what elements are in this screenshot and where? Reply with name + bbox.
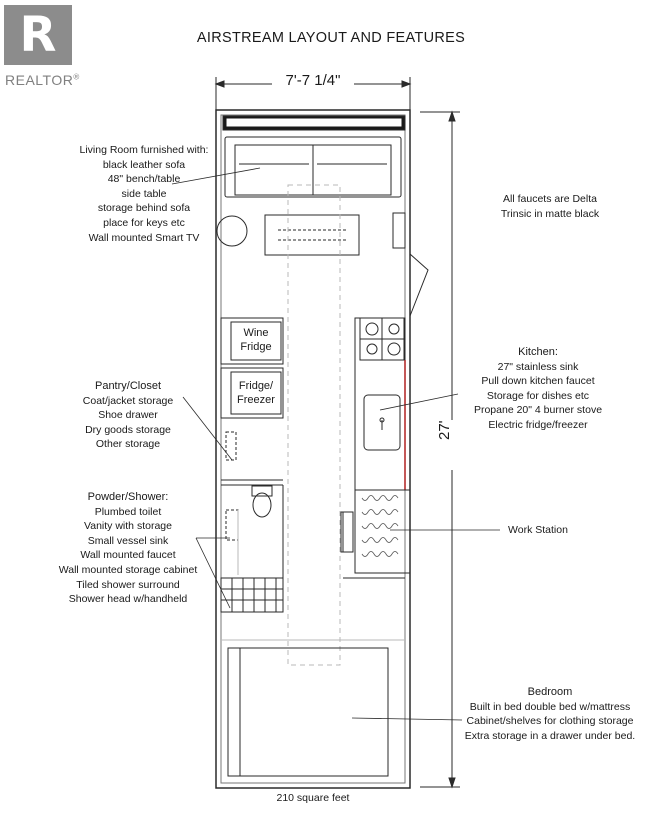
faucets-note: [470, 192, 630, 221]
registered-mark: ®: [73, 72, 80, 82]
note-line: Shoe drawer: [98, 409, 158, 422]
note-line: Storage for dishes etc: [486, 389, 590, 402]
note-line: side table: [121, 187, 167, 200]
note-line: Built in bed double bed w/mattress: [469, 700, 631, 713]
note-line: Pull down kitchen faucet: [481, 375, 595, 388]
powder-heading: Powder/Shower:: [87, 491, 169, 503]
note-line: Wall mounted Smart TV: [88, 231, 200, 244]
stove: [360, 318, 404, 360]
powder-room: [221, 485, 283, 578]
realtor-wordmark-text: REALTOR: [5, 72, 74, 88]
aisle-outline: [288, 185, 340, 665]
work-station-note: Work Station: [508, 524, 568, 536]
note-line: 27" stainless sink: [497, 360, 579, 373]
note-line: Coat/jacket storage: [82, 394, 174, 407]
work-station: [341, 490, 410, 573]
note-line: Propane 20" 4 burner stove: [473, 404, 603, 417]
note-line: Small vessel sink: [87, 534, 169, 547]
kitchen-heading: Kitchen:: [518, 346, 558, 358]
square-footage: 210 square feet: [276, 792, 350, 804]
exterior-wall: [216, 110, 410, 788]
note-line: Extra storage in a drawer under bed.: [464, 729, 636, 742]
note-line: Tiled shower surround: [76, 578, 180, 591]
sink: [364, 395, 400, 450]
living-room-note: [52, 143, 236, 245]
width-dimension-line: [216, 77, 410, 110]
width-dimension: 7'-7 1/4": [285, 72, 341, 89]
length-dimension: 27': [436, 420, 453, 440]
wine-fridge-label-line: Fridge: [240, 341, 272, 353]
note-line: Vanity with storage: [84, 520, 172, 533]
bedroom-heading: Bedroom: [527, 686, 573, 698]
note-line: Shower head w/handheld: [68, 593, 188, 606]
length-dimension-line: [420, 112, 460, 787]
entry-door: [410, 254, 428, 316]
note-line: place for keys etc: [103, 216, 185, 229]
fridge-freezer-label-line: Freezer: [237, 394, 275, 406]
bench-table: [265, 215, 359, 255]
pantry-note: [58, 379, 198, 452]
bed: [228, 648, 388, 776]
note-line: Other storage: [95, 438, 161, 451]
page-title: AIRSTREAM LAYOUT AND FEATURES: [196, 30, 466, 46]
kitchen-note: [460, 345, 616, 433]
note-line: Electric fridge/freezer: [488, 418, 588, 431]
smart-tv: [393, 213, 405, 248]
note-line: Wall mounted storage cabinet: [58, 563, 198, 576]
shower: [221, 578, 283, 612]
fridge-freezer-label-line: Fridge/: [238, 380, 274, 392]
note-line: 48" bench/table: [107, 173, 181, 186]
note-line: Plumbed toilet: [94, 505, 162, 518]
note-line: Wall mounted faucet: [80, 549, 176, 562]
note-line: Living Room furnished with:: [79, 144, 209, 156]
pantry-cabinet: [226, 432, 236, 460]
sofa: [225, 137, 401, 197]
bedroom-note: [460, 685, 640, 743]
pantry-heading: Pantry/Closet: [94, 380, 162, 392]
fridge-freezer-label: [231, 379, 281, 407]
powder-note: [48, 490, 208, 607]
note-line: Trinsic in matte black: [500, 207, 600, 220]
note-line: All faucets are Delta: [503, 193, 597, 205]
note-line: black leather sofa: [102, 158, 186, 171]
realtor-logo-mark: R: [19, 7, 57, 63]
note-line: Dry goods storage: [85, 423, 171, 436]
wine-fridge-label-line: Wine: [243, 327, 269, 339]
note-line: Cabinet/shelves for clothing storage: [466, 715, 634, 728]
note-line: storage behind sofa: [97, 202, 191, 215]
wine-fridge-label: [231, 326, 281, 354]
